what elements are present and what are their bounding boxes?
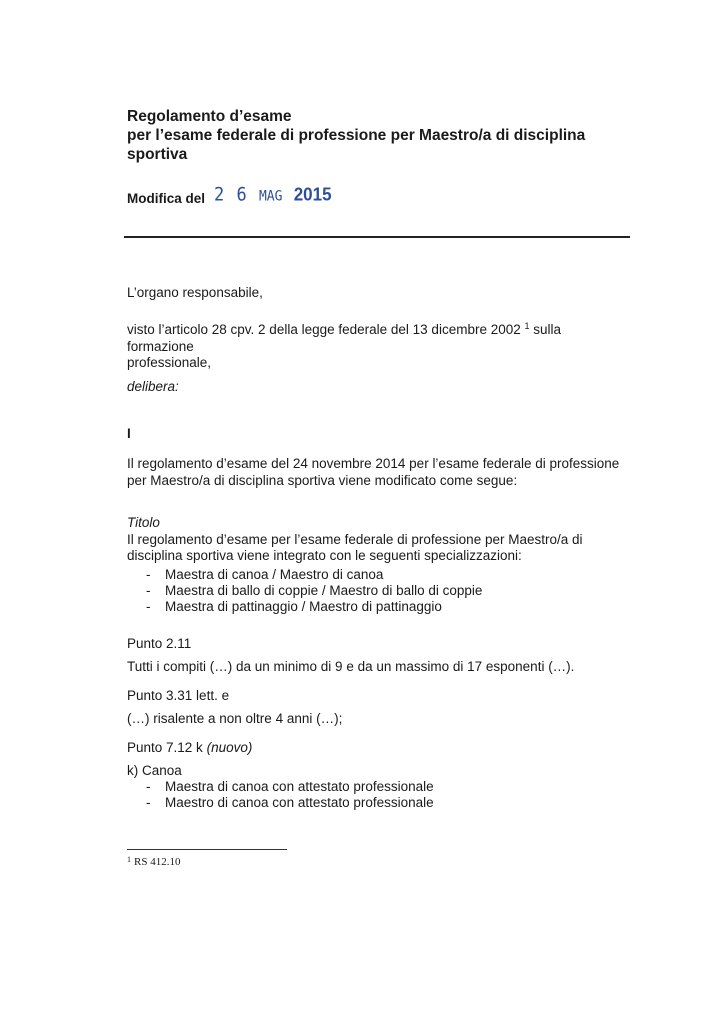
intro-line-1: Il regolamento d’esame del 24 novembre 2014 per l’esame federale di professione	[127, 456, 620, 471]
canoa-heading: k) Canoa	[127, 763, 182, 778]
visto-text: visto l’articolo 28 cpv. 2 della legge federale del 13 dicembre 2002	[127, 322, 521, 337]
canoa-list	[146, 779, 434, 811]
visto-paragraph	[127, 318, 627, 372]
titolo-line-2: disciplina sportiva viene integrato con le seguenti specializzazioni:	[127, 548, 522, 563]
header-divider	[124, 236, 630, 238]
footnote-divider	[127, 849, 287, 850]
title-line-3: sportiva	[127, 146, 188, 163]
punto-712-nuovo: (nuovo)	[206, 740, 253, 755]
titolo-heading: Titolo	[127, 515, 160, 530]
footnote	[127, 855, 180, 868]
punto-712-label: Punto 7.12 k	[127, 740, 203, 755]
titolo-line-1: Il regolamento d’esame per l’esame federale di professione per Maestro/a di	[127, 531, 583, 547]
stamp-day: 2 6	[214, 184, 248, 206]
stamp-month: MAG	[258, 188, 283, 205]
list-item: - Maestro di canoa con attestato professionale	[146, 795, 434, 811]
footnote-text: RS 412.10	[134, 856, 181, 868]
punto-211-text: Tutti i compiti (…) da un minimo di 9 e da un massimo di 17 esponenti (…).	[127, 659, 575, 674]
punto-211-heading: Punto 2.11	[127, 636, 192, 651]
punto-331-heading: Punto 3.31 lett. e	[127, 688, 230, 703]
titolo-section	[127, 515, 647, 565]
intro-paragraph	[127, 456, 647, 489]
document-title	[127, 107, 647, 164]
footnote-ref: 1	[524, 321, 530, 331]
intro-line-2: per Maestro/a di disciplina sportiva viene modificato come segue:	[127, 472, 518, 488]
visto-line-2: professionale,	[127, 355, 212, 370]
list-item: - Maestra di canoa / Maestro di canoa	[146, 567, 482, 583]
list-item: - Maestra di pattinaggio / Maestro di pattinaggio	[146, 599, 482, 615]
visto-tail: sulla formazione	[127, 322, 562, 354]
punto-712-heading	[127, 740, 252, 757]
title-line-1: Regolamento d’esame	[127, 108, 292, 125]
list-item: - Maestra di canoa con attestato professionale	[146, 779, 434, 795]
section-number: I	[127, 426, 131, 441]
delibera-text: delibera:	[127, 379, 179, 394]
list-item: - Maestra di ballo di coppie / Maestro di ballo di coppie	[146, 583, 482, 599]
specializations-list	[146, 567, 482, 615]
stamp-year: 2015	[293, 184, 332, 205]
date-stamp	[214, 184, 332, 206]
organ-text: L’organo responsabile,	[127, 285, 263, 300]
footnote-marker: 1	[127, 855, 131, 864]
punto-331-text: (…) risalente a non oltre 4 anni (…);	[127, 711, 343, 726]
title-line-2: per l’esame federale di professione per Maestro/a di disciplina	[127, 127, 586, 144]
modifica-label: Modifica del	[127, 191, 206, 206]
